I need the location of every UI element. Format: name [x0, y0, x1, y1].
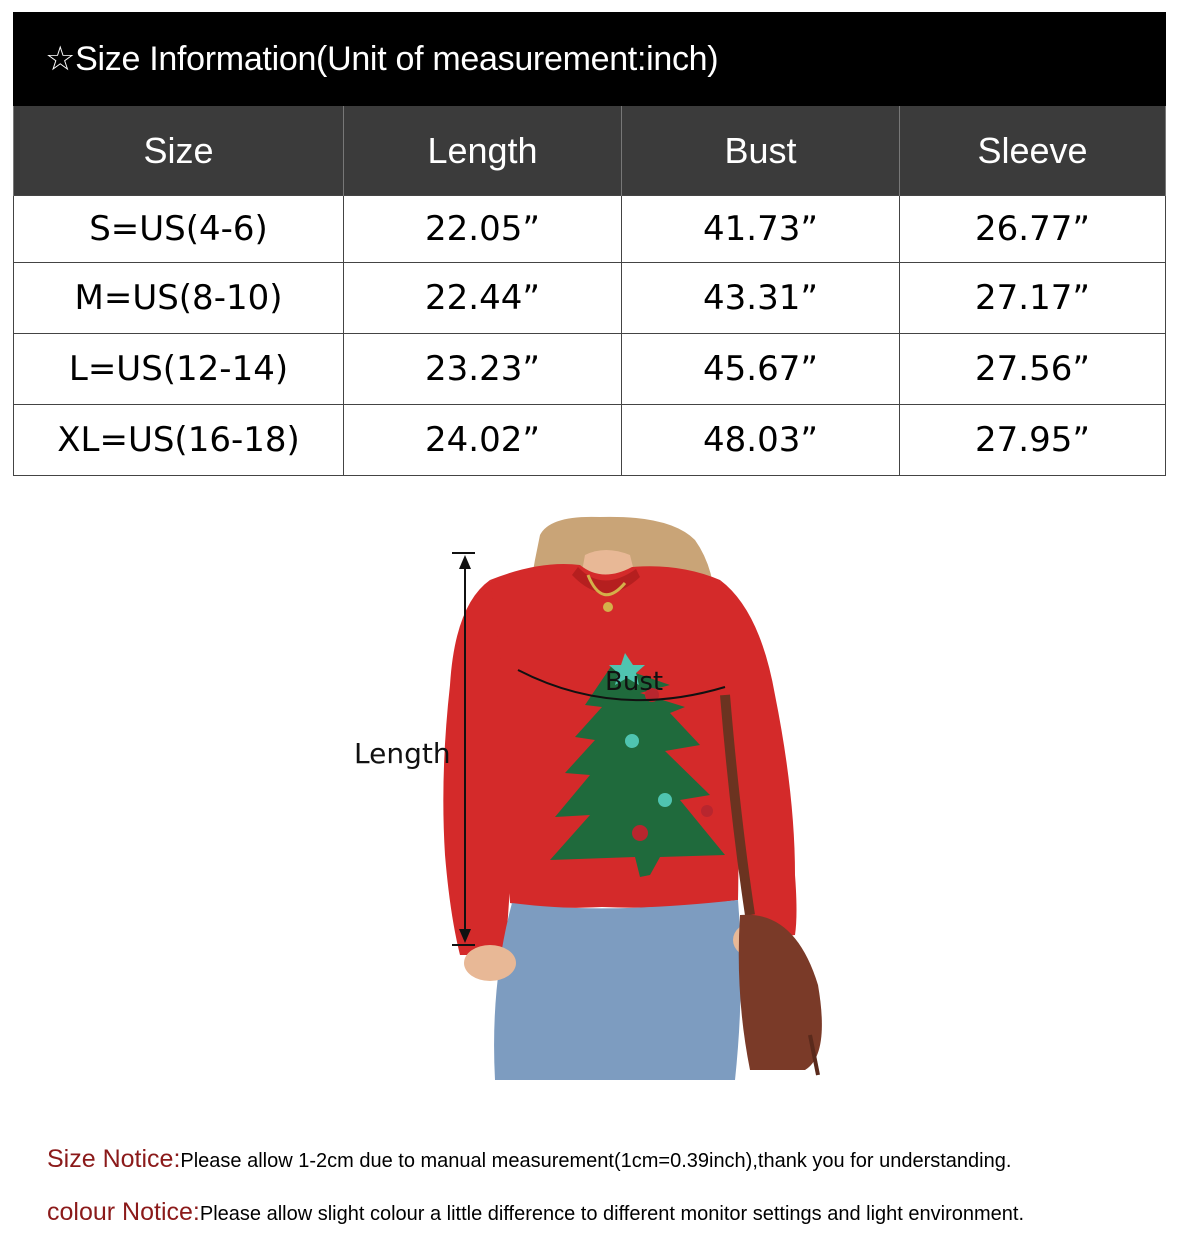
table-row	[14, 405, 1166, 476]
cell-sleeve: 27.56”	[900, 334, 1166, 405]
cell-size: L=US(12-14)	[14, 334, 344, 405]
colour-notice-label: colour Notice:	[47, 1198, 200, 1226]
column-header-length: Length	[344, 106, 622, 196]
size-notice	[47, 1145, 1011, 1174]
cell-sleeve: 26.77”	[900, 196, 1166, 263]
ornament-teal	[658, 793, 672, 807]
table-row	[14, 263, 1166, 334]
jeans	[494, 900, 741, 1080]
cell-length: 24.02”	[344, 405, 622, 476]
cell-bust: 45.67”	[622, 334, 900, 405]
cell-bust: 43.31”	[622, 263, 900, 334]
cell-size: S=US(4-6)	[14, 196, 344, 263]
length-arrow-head-top	[459, 555, 471, 569]
ornament-red	[632, 825, 648, 841]
length-label: Length	[354, 737, 451, 770]
size-info-header	[13, 12, 1166, 106]
table-row	[14, 196, 1166, 263]
shoulder-bag	[739, 915, 822, 1070]
cell-bust: 41.73”	[622, 196, 900, 263]
cell-size: M=US(8-10)	[14, 263, 344, 334]
colour-notice-text: Please allow slight colour a little difference to different monitor settings and light environment.	[199, 1203, 1025, 1225]
sweater-illustration	[340, 515, 840, 1080]
size-notice-text: Please allow 1-2cm due to manual measurement(1cm=0.39inch),thank you for understanding.	[180, 1150, 1012, 1172]
table-row	[14, 334, 1166, 405]
column-header-size: Size	[14, 106, 344, 196]
ornament-red	[701, 805, 713, 817]
table-header-row	[14, 106, 1166, 196]
column-header-bust: Bust	[622, 106, 900, 196]
cell-length: 23.23”	[344, 334, 622, 405]
ornament-teal	[625, 734, 639, 748]
cell-length: 22.05”	[344, 196, 622, 263]
size-chart-table	[13, 106, 1166, 476]
cell-size: XL=US(16-18)	[14, 405, 344, 476]
left-hand	[464, 945, 516, 981]
model-measurement-figure	[340, 515, 840, 1080]
cell-length: 22.44”	[344, 263, 622, 334]
colour-notice	[47, 1198, 1024, 1227]
cell-sleeve: 27.17”	[900, 263, 1166, 334]
size-notice-label: Size Notice:	[47, 1145, 181, 1173]
bust-label: Bust	[605, 667, 664, 697]
size-info-title: ☆Size Information(Unit of measurement:inch)	[45, 40, 719, 78]
necklace-pendant	[603, 602, 613, 612]
cell-sleeve: 27.95”	[900, 405, 1166, 476]
cell-bust: 48.03”	[622, 405, 900, 476]
column-header-sleeve: Sleeve	[900, 106, 1166, 196]
